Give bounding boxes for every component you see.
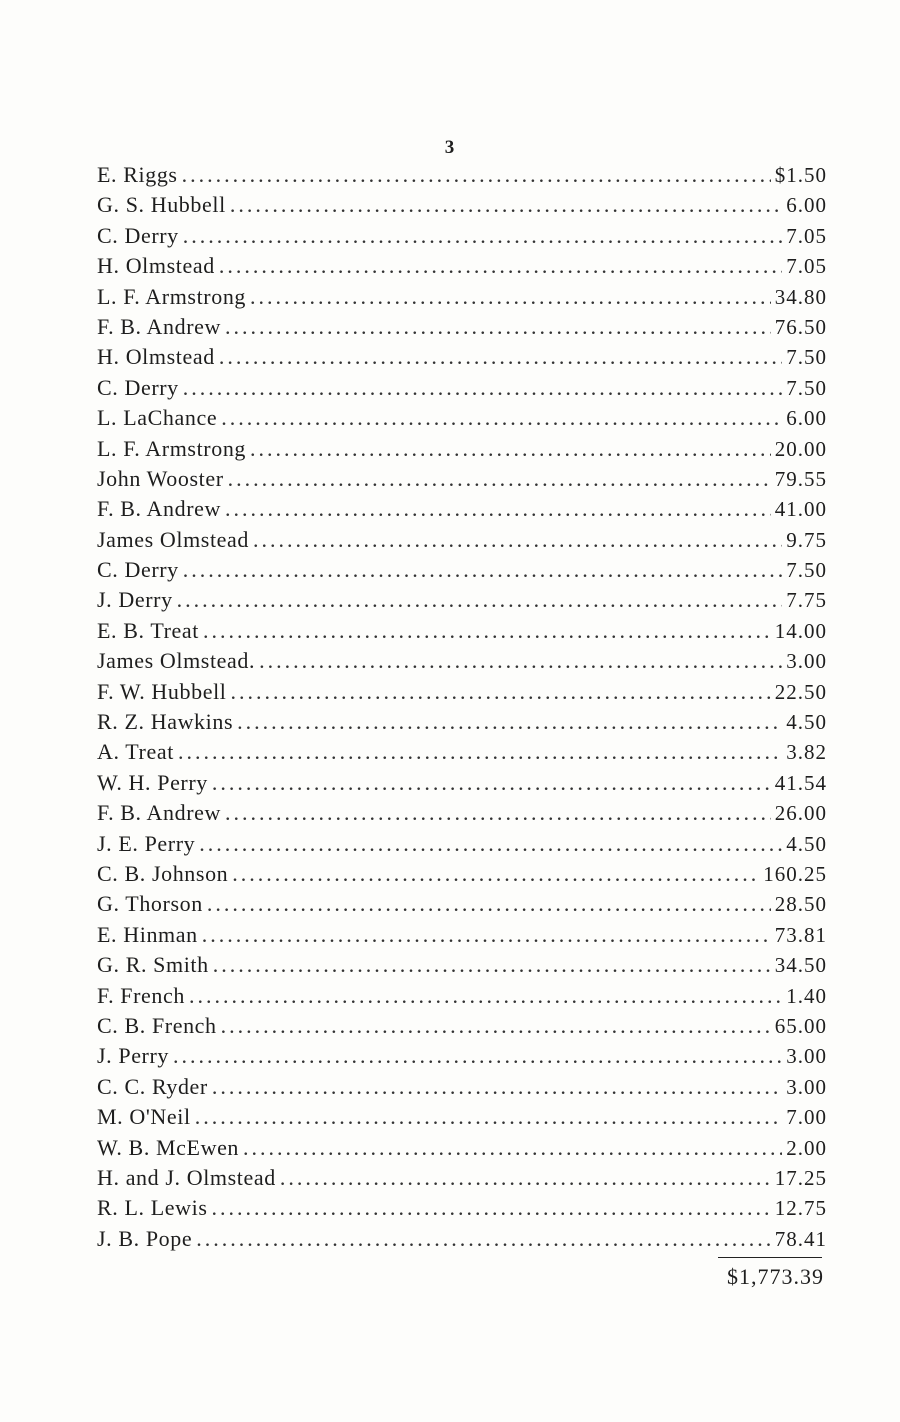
dot-leader (211, 1195, 770, 1221)
amount: 20.00 (774, 436, 827, 461)
ledger-row (97, 1074, 827, 1104)
payee-name: J. Perry (97, 1043, 170, 1069)
amount: 41.54 (774, 770, 827, 795)
dot-leader (225, 314, 771, 340)
dot-leader (219, 253, 782, 279)
dot-leader (231, 679, 771, 705)
payee-name: C. Derry (97, 222, 179, 248)
dot-leader (212, 1074, 782, 1100)
payee-name: M. O'Neil (97, 1104, 191, 1130)
dot-leader (189, 983, 782, 1009)
sum-rule (718, 1257, 822, 1258)
payee-name: W. B. McEwen (97, 1134, 240, 1160)
ledger-row (97, 344, 827, 374)
dot-leader (202, 922, 771, 948)
dot-leader (230, 192, 782, 218)
payee-name: F. French (97, 982, 185, 1008)
dot-leader (213, 952, 771, 978)
dot-leader (203, 618, 771, 644)
ledger-row (97, 739, 827, 769)
ledger-row (97, 709, 827, 739)
payee-name: James Olmstead. (97, 648, 256, 674)
amount: 2.00 (786, 1135, 827, 1160)
ledger-row (97, 1165, 827, 1195)
amount: 6.00 (786, 406, 827, 431)
dot-leader (237, 709, 782, 735)
amount: 22.50 (774, 679, 827, 704)
amount: 160.25 (763, 861, 827, 886)
payee-name: F. B. Andrew (97, 313, 221, 339)
dot-leader (228, 466, 771, 492)
ledger-row (97, 648, 827, 678)
ledger-row (97, 496, 827, 526)
amount: 4.50 (786, 831, 827, 856)
payee-name: L. F. Armstrong (97, 435, 247, 461)
ledger-row (97, 861, 827, 891)
amount: 9.75 (786, 527, 827, 552)
payee-name: R. Z. Hawkins (97, 709, 234, 735)
amount: 34.50 (774, 953, 827, 978)
payee-name: J. B. Pope (97, 1225, 193, 1251)
dot-leader (195, 1104, 783, 1130)
dot-leader (173, 1043, 782, 1069)
ledger-row (97, 223, 827, 253)
amount: 14.00 (774, 618, 827, 643)
dot-leader (225, 496, 771, 522)
amount: 3.00 (786, 649, 827, 674)
ledger-total: $1,773.39 (727, 1264, 824, 1290)
ledger-row (97, 466, 827, 496)
ledger-row (97, 314, 827, 344)
dot-leader (177, 587, 783, 613)
ledger-row (97, 800, 827, 830)
ledger-row (97, 587, 827, 617)
ledger-row (97, 1195, 827, 1225)
dot-leader (183, 223, 782, 249)
payee-name: F. W. Hubbell (97, 678, 227, 704)
amount: 7.05 (786, 254, 827, 279)
ledger-row (97, 192, 827, 222)
amount: 28.50 (774, 892, 827, 917)
payee-name: James Olmstead (97, 526, 249, 552)
amount: 7.50 (786, 558, 827, 583)
ledger-row (97, 405, 827, 435)
payee-name: C. Derry (97, 374, 179, 400)
payee-name: L. F. Armstrong (97, 283, 247, 309)
ledger-row (97, 162, 827, 192)
dot-leader (250, 436, 771, 462)
ledger-row (97, 1226, 827, 1256)
dot-leader (280, 1165, 771, 1191)
amount: 26.00 (774, 801, 827, 826)
amount: 7.00 (786, 1105, 827, 1130)
amount: 7.05 (786, 223, 827, 248)
ledger-row (97, 1043, 827, 1073)
amount: 7.50 (786, 345, 827, 370)
dot-leader (219, 344, 782, 370)
amount: $1.50 (774, 163, 827, 187)
ledger-row (97, 436, 827, 466)
payee-name: R. L. Lewis (97, 1195, 208, 1221)
dot-leader (232, 861, 759, 887)
payee-name: C. B. Johnson (97, 860, 229, 886)
ledger-row (97, 1013, 827, 1043)
payee-name: J. Derry (97, 587, 173, 613)
ledger-row (97, 375, 827, 405)
ledger-row (97, 770, 827, 800)
payee-name: F. B. Andrew (97, 800, 221, 826)
payee-name: F. B. Andrew (97, 496, 221, 522)
amount: 65.00 (774, 1013, 827, 1038)
ledger-row (97, 618, 827, 648)
ledger-row (97, 557, 827, 587)
payee-name: W. H. Perry (97, 769, 208, 795)
amount: 17.25 (774, 1165, 827, 1190)
amount: 34.80 (774, 284, 827, 309)
dot-leader (221, 1013, 771, 1039)
payee-name: E. B. Treat (97, 617, 199, 643)
ledger-row (97, 891, 827, 921)
dot-leader (207, 891, 771, 917)
payee-name: C. C. Ryder (97, 1073, 208, 1099)
payee-name: A. Treat (97, 739, 174, 765)
dot-leader (199, 831, 782, 857)
amount: 3.00 (786, 1044, 827, 1069)
payee-name: E. Hinman (97, 921, 198, 947)
dot-leader (196, 1226, 771, 1252)
dot-leader (250, 284, 771, 310)
payee-name: C. Derry (97, 557, 179, 583)
dot-leader (253, 527, 782, 553)
amount: 12.75 (774, 1196, 827, 1221)
ledger-list (97, 162, 827, 1256)
payee-name: John Wooster (97, 465, 224, 491)
dot-leader (178, 739, 782, 765)
payee-name: G. S. Hubbell (97, 192, 226, 218)
payee-name: E. Riggs (97, 162, 178, 187)
amount: 73.81 (774, 922, 827, 947)
ledger-row (97, 831, 827, 861)
amount: 1.40 (786, 983, 827, 1008)
amount: 7.50 (786, 375, 827, 400)
ledger-row (97, 1135, 827, 1165)
payee-name: L. LaChance (97, 405, 218, 431)
payee-name: H. and J. Olmstead (97, 1164, 276, 1190)
amount: 3.82 (786, 740, 827, 765)
dot-leader (183, 557, 782, 583)
ledger-row (97, 679, 827, 709)
dot-leader (212, 770, 771, 796)
dot-leader (182, 162, 771, 188)
amount: 6.00 (786, 193, 827, 218)
amount: 78.41 (774, 1226, 827, 1251)
ledger-row (97, 284, 827, 314)
ledger-row (97, 983, 827, 1013)
ledger-row (97, 1104, 827, 1134)
dot-leader (183, 375, 782, 401)
payee-name: G. R. Smith (97, 952, 209, 978)
amount: 7.75 (786, 588, 827, 613)
amount: 76.50 (774, 314, 827, 339)
dot-leader (221, 405, 782, 431)
payee-name: H. Olmstead (97, 344, 215, 370)
amount: 79.55 (774, 466, 827, 491)
amount: 4.50 (786, 710, 827, 735)
ledger-row (97, 253, 827, 283)
amount: 41.00 (774, 497, 827, 522)
payee-name: H. Olmstead (97, 253, 215, 279)
dot-leader (225, 800, 771, 826)
dot-leader (259, 648, 782, 674)
ledger-row (97, 922, 827, 952)
payee-name: G. Thorson (97, 891, 203, 917)
ledger-row (97, 527, 827, 557)
amount: 3.00 (786, 1074, 827, 1099)
payee-name: J. E. Perry (97, 830, 196, 856)
page-number: 3 (444, 137, 456, 158)
ledger-row (97, 952, 827, 982)
payee-name: C. B. French (97, 1012, 217, 1038)
dot-leader (243, 1135, 782, 1161)
